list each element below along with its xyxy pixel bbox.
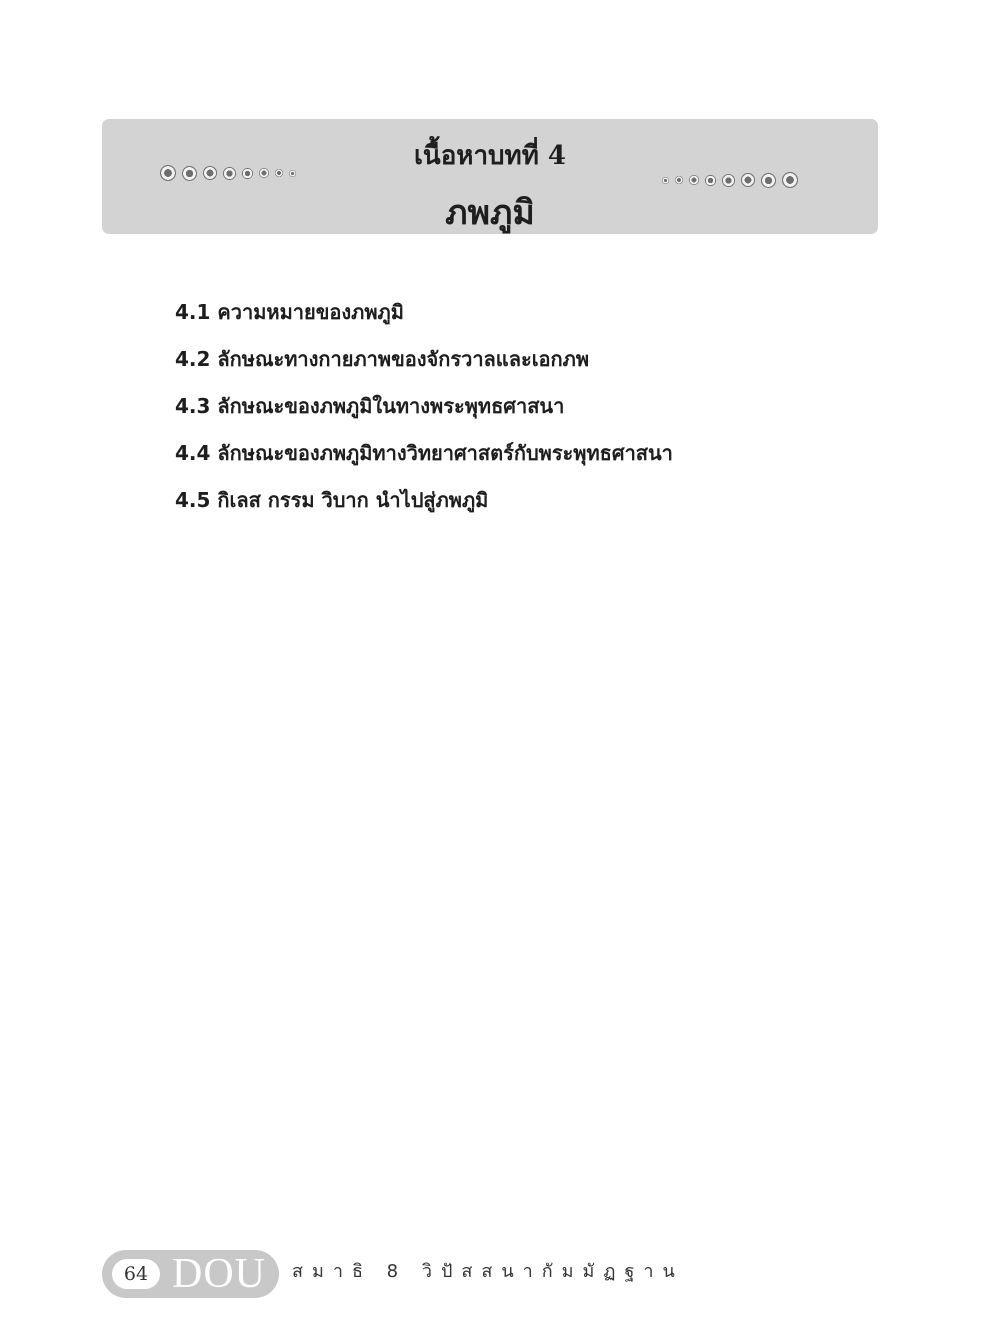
decorative-dots-right xyxy=(662,172,798,188)
topic-item: 4.2 ลักษณะทางกายภาพของจักรวาลและเอกภพ xyxy=(175,347,590,371)
topic-item: 4.5 กิเลส กรรม วิบาก นำไปสู่ภพภูมิ xyxy=(175,488,489,512)
brand-logo-text: DOU xyxy=(172,1251,266,1297)
topic-item: 4.3 ลักษณะของภพภูมิในทางพระพุทธศาสนา xyxy=(175,394,565,418)
circle-dot-icon xyxy=(741,173,755,187)
chapter-title: ภพภูมิ xyxy=(445,193,535,233)
circle-dot-icon xyxy=(675,176,683,184)
circle-dot-icon xyxy=(689,175,699,185)
circle-dot-icon xyxy=(761,173,776,188)
chapter-label: เนื้อหาบทที่ 4 xyxy=(414,141,566,171)
circle-dot-icon xyxy=(782,172,798,188)
circle-dot-icon xyxy=(722,174,735,187)
circle-dot-icon xyxy=(662,177,669,184)
topic-item: 4.4 ลักษณะของภพภูมิทางวิทยาศาสตร์กับพระพุทธศาสนา xyxy=(175,441,673,465)
circle-dot-icon xyxy=(705,175,716,186)
page-number: 64 xyxy=(112,1259,160,1289)
topic-list xyxy=(175,296,673,531)
topic-item: 4.1 ความหมายของภพภูมิ xyxy=(175,300,404,324)
book-title: สมาธิ 8 วิปัสสนากัมมัฏฐาน xyxy=(292,1261,684,1282)
footer-badge xyxy=(102,1250,279,1298)
chapter-header xyxy=(102,119,878,234)
